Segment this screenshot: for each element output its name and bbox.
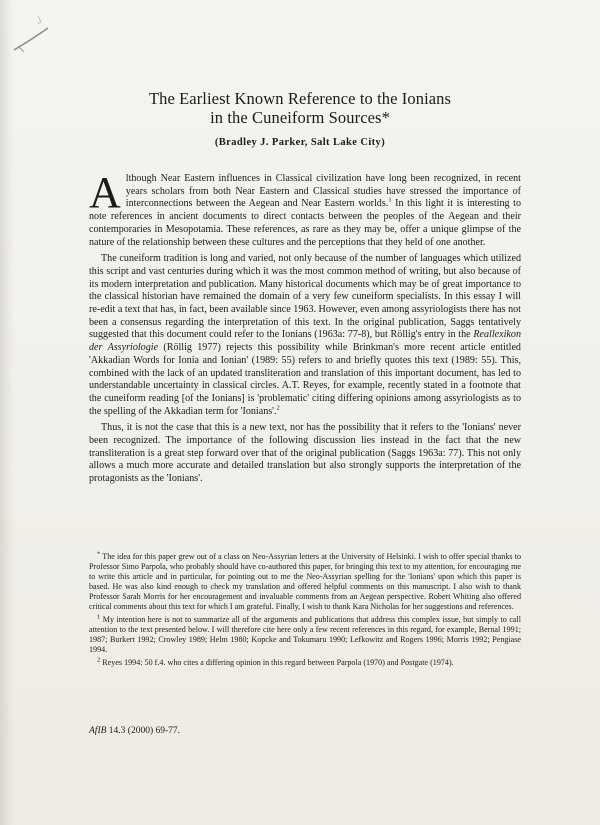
author-line: (Bradley J. Parker, Salt Lake City): [214, 137, 386, 148]
footnote-2-marker: 2: [97, 656, 101, 664]
title-line-2: in the Cuneiform Sources*: [210, 108, 390, 127]
footnote-2: [89, 658, 521, 668]
paragraph-1-text: lthough Near Eastern influences in Classical civilization have long been recognized, in recent years scholars from both Near Eastern and Classical studies have stressed the importance of interconnections between the Aegean and Near Eastern worlds.: [125, 173, 521, 210]
journal-name: AfIB: [89, 726, 107, 736]
article-title: [0, 89, 600, 127]
footnote-star-text: The idea for this paper grew out of a class on Neo-Assyrian letters at the University of Helsinki. I wish to offer special thanks to Professor Simo Parpola, who probably should have co-authored this paper, for bringing this text to my attention, for encouraging me to write this article and in particular, for pointing out to me the Neo-Assyrian spelling for the 'Ionians' upon which this paper is based. He was also kind enough to check my translation and offered helpful comments on this manuscript. I also wish to thank Professor Sarah Morris for her encouragement and invaluable comments from an Aegean perspective. Robert Whiting also offered critical comments about this text for which I am grateful. Finally, I wish to thank Kara Nicholas for her suggestions and references.: [89, 552, 521, 611]
footnote-star-marker: *: [97, 550, 101, 558]
paragraph-3: Thus, it is not the case that this is a new text, nor has the possibility that it refers to the 'Ionians' never been recognized. The importance of the following discussion lies instead in the fact that the new transliteration is a great step forward over that of the original publication (Saggs 1963a: 77). This not only allows a much more accurate and detailed translation but also strongly supports the interpretation of the protagonists as the 'Ionians'.: [89, 422, 521, 485]
footnote-star: [89, 552, 521, 612]
paragraph-1-text-cont: In this light it is interesting to note references in ancient documents to direct contacts between the peoples of the Aegean and their contemporaries in Mesopotamia. These references, as rare as they may be, offer a unique glimpse of the nature of the relationship between these cultures and the perceptions that they held of one another.: [89, 198, 521, 248]
reallexikon-title: Reallexikon der Assyriologie: [89, 329, 521, 354]
footnotes: [89, 552, 521, 671]
footnote-1-text: My intention here is not to summarize all of the arguments and publications that address this complex issue, but simply to call attention to the text presented below. I will therefore cite here only a few recent references in this regard, for example, Bernal 1991; 1987; Burkert 1992; Crowley 1989; Helm 1980; Kopcke and Tokumaru 1990; Lefkowitz and Rogers 1996; Morris 1992; Pengiase 1994.: [89, 615, 521, 654]
journal-volume-pages: 14.3 (2000) 69-77.: [106, 726, 181, 736]
pencil-mark-icon: [8, 10, 56, 60]
paragraph-2-text-b: (Röllig 1977) rejects this possibility while Brinkman's more recent article entitled 'Akkadian Words for Ionia and Ionian' (1989: 55) refers to and briefly quotes this text (1989: 55). This, combined with the lack of an updated transliteration and translation of this important document, has led to understandable uncertainty in classical circles. A.T. Reyes, for example, recently stated in a footnote that the cuneiform reading [of the Ionians] is 'problematic' citing differing opinions among assyriologists as to the spelling of the Akkadian term for 'Ionians'.: [89, 342, 521, 417]
drop-cap: A: [89, 168, 121, 217]
title-line-1: The Earliest Known Reference to the Ionians: [148, 89, 452, 108]
footnote-1-marker: 1: [97, 613, 101, 621]
footnote-2-text: Reyes 1994: 50 f.4. who cites a differing opinion in this regard between Parpola (1970) and Postgate (1974).: [102, 658, 454, 667]
footnote-ref-2: 2: [276, 404, 280, 412]
paragraph-2: [89, 253, 521, 418]
footnote-1: [89, 615, 521, 655]
article-body: [89, 168, 521, 490]
paragraph-1: [89, 168, 521, 249]
paragraph-2-text-a: The cuneiform tradition is long and varied, not only because of the number of languages which utilized this script and vast centuries during which it was the most common method of writing, but also because of its modern interpretation and publication. Many historical documents which may be of great importance to the classical historian have remained the domain of a very few cuneiform specialists. In this essay I will re-edit a text that has, in fact, been available since 1963. However, even among assyriologists there has not been a consensus regarding the interpretation of this text. In the original publication, Saggs tentatively suggested that this document could refer to the Ionians (1963a: 77-8), but Röllig's entry in the: [89, 253, 521, 341]
journal-reference: [89, 726, 180, 736]
footnote-ref-1: 1: [388, 197, 392, 205]
